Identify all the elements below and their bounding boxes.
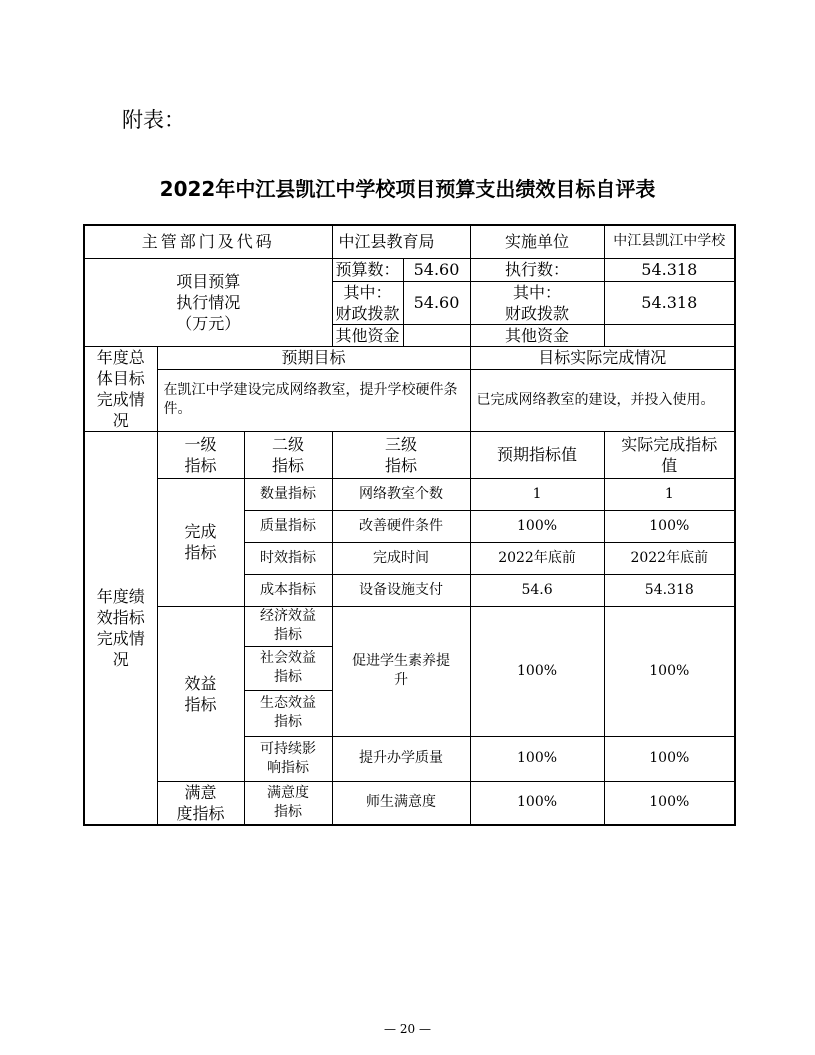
econ-label-line2: 指标 (274, 627, 302, 643)
social-label-line2: 指标 (274, 669, 302, 685)
indicator-level2: 质量指标 (244, 510, 332, 542)
group-satisfaction-line1: 满意 (184, 782, 217, 802)
social-label-line1: 社会效益 (260, 650, 316, 666)
other-exec-value (604, 324, 735, 346)
social-level3-line2: 升 (394, 672, 408, 688)
indicator-actual: 100% (604, 510, 735, 542)
fiscal-budget-value: 54.60 (403, 281, 470, 324)
budget-label-line2: 执行情况 (176, 292, 241, 312)
header-level2-line2: 指标 (271, 455, 304, 475)
goals-label-line1: 年度总 (96, 347, 145, 367)
satisfaction-level2-line2: 指标 (274, 803, 302, 820)
indicator-expected: 1 (470, 478, 604, 510)
fiscal-label-line1: 其中： (343, 282, 392, 302)
other-budget-label: 其他资金 (332, 324, 403, 346)
dept-label: 主管部门及代码 (84, 225, 332, 258)
satisfaction-level2-line1: 满意度 (267, 784, 309, 801)
fiscal-label-line2: 财政拨款 (335, 303, 400, 323)
header-level3-line1: 三级 (385, 434, 418, 454)
fiscal-exec-value: 54.318 (604, 281, 735, 324)
page-number: — 20 — (384, 1022, 431, 1036)
fiscal-budget-label (332, 281, 403, 324)
budget-num-value: 54.60 (403, 258, 470, 281)
annex-label: 附表： (122, 108, 185, 132)
social-expected: 100% (470, 606, 604, 736)
exec-num-value: 54.318 (604, 258, 735, 281)
indicator-expected: 2022年底前 (470, 542, 604, 574)
group-satisfaction-line2: 度指标 (176, 803, 225, 823)
budget-num-label: 预算数： (332, 258, 403, 281)
goals-label-line2: 体目标 (96, 368, 145, 388)
header-level1 (157, 431, 244, 478)
indicator-expected: 100% (470, 510, 604, 542)
indicator-level3: 改善硬件条件 (332, 510, 470, 542)
satisfaction-level2 (244, 781, 332, 825)
indicator-actual: 1 (604, 478, 735, 510)
social-level3-line1: 促进学生素养提 (352, 653, 450, 669)
group-satisfaction (157, 781, 244, 825)
indicator-expected: 54.6 (470, 574, 604, 606)
eco-benefit-label (244, 690, 332, 736)
header-level2-line1: 二级 (271, 434, 304, 454)
dept-value: 中江县教育局 (332, 225, 470, 258)
indicator-actual: 54.318 (604, 574, 735, 606)
group-completion-line2: 指标 (184, 543, 217, 562)
indicator-level3: 网络教室个数 (332, 478, 470, 510)
header-actual-line2: 值 (661, 455, 678, 475)
actual-goal-header: 目标实际完成情况 (470, 346, 735, 369)
sustain-label-line1: 可持续影 (260, 740, 316, 757)
header-level3-line2: 指标 (385, 455, 418, 475)
page-title: 2022年中江县凯江中学校项目预算支出绩效目标自评表 (159, 177, 656, 201)
group-benefit-line1: 效益 (184, 673, 217, 693)
indicator-actual: 2022年底前 (604, 542, 735, 574)
expected-goal-text: 在凯江中学建设完成网络教室，提升学校硬件条件。 (157, 369, 470, 431)
exec-num-label: 执行数： (470, 258, 604, 281)
group-completion-line1: 完成 (184, 522, 217, 541)
goals-row-label (84, 346, 157, 431)
header-expected: 预期指标值 (470, 431, 604, 478)
fiscal-exec-label (470, 281, 604, 324)
satisfaction-level3: 师生满意度 (332, 781, 470, 825)
goals-label-line3: 完成情 (96, 389, 145, 409)
indicators-label-line2: 效指标 (96, 607, 145, 627)
indicator-level3: 完成时间 (332, 542, 470, 574)
indicator-level2: 数量指标 (244, 478, 332, 510)
expected-goal-header: 预期目标 (157, 346, 470, 369)
header-actual-line1: 实际完成指标 (621, 434, 718, 454)
indicator-level3: 设备设施支付 (332, 574, 470, 606)
sustain-label-line2: 响指标 (267, 759, 309, 776)
actual-goal-text: 已完成网络教室的建设，并投入使用。 (470, 369, 735, 431)
header-level1-line1: 一级 (184, 434, 217, 454)
indicator-level2: 时效指标 (244, 542, 332, 574)
goals-label-line4: 况 (112, 410, 129, 430)
budget-label-line1: 项目预算 (176, 271, 241, 291)
group-completion (157, 478, 244, 606)
social-level3 (332, 606, 470, 736)
header-actual (604, 431, 735, 478)
sustain-benefit-label (244, 736, 332, 781)
group-benefit (157, 606, 244, 781)
indicators-label-line3: 完成情 (96, 628, 145, 648)
budget-label (84, 258, 332, 346)
satisfaction-expected: 100% (470, 781, 604, 825)
performance-table (83, 224, 736, 826)
econ-benefit-label (244, 606, 332, 646)
social-benefit-label (244, 646, 332, 690)
sustain-actual: 100% (604, 736, 735, 781)
indicators-label-line4: 况 (112, 649, 129, 669)
eco-label-line2: 指标 (274, 714, 302, 730)
unit-value: 中江县凯江中学校 (604, 225, 735, 258)
other-exec-label: 其他资金 (470, 324, 604, 346)
header-level1-line2: 指标 (184, 455, 217, 475)
eco-label-line1: 生态效益 (260, 695, 316, 711)
other-budget-value (403, 324, 470, 346)
header-level2 (244, 431, 332, 478)
header-level3 (332, 431, 470, 478)
group-benefit-line2: 指标 (184, 694, 217, 714)
indicators-label-line1: 年度绩 (96, 586, 145, 606)
budget-label-line3: （万元） (176, 313, 241, 333)
econ-label-line1: 经济效益 (260, 608, 316, 624)
indicator-level2: 成本指标 (244, 574, 332, 606)
satisfaction-actual: 100% (604, 781, 735, 825)
unit-label: 实施单位 (470, 225, 604, 258)
fiscal-exec-label-line1: 其中： (513, 282, 562, 302)
fiscal-exec-label-line2: 财政拨款 (505, 303, 570, 323)
sustain-expected: 100% (470, 736, 604, 781)
social-actual: 100% (604, 606, 735, 736)
sustain-level3: 提升办学质量 (332, 736, 470, 781)
indicators-row-label (84, 431, 157, 825)
